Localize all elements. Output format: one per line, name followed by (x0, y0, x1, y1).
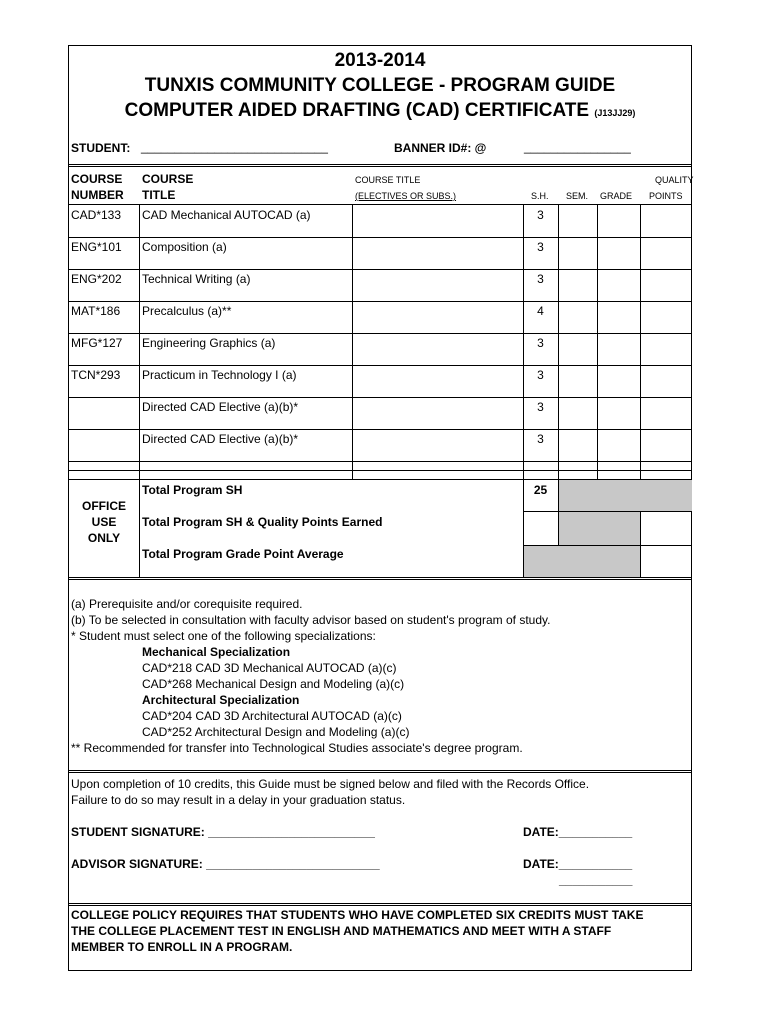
program-name: COMPUTER AIDED DRAFTING (CAD) CERTIFICATE (124, 100, 590, 121)
mech-course: CAD*218 CAD 3D Mechanical AUTOCAD (a)(c) (142, 661, 397, 675)
mech-course: CAD*268 Mechanical Design and Modeling (a)(c) (142, 677, 405, 691)
col-quality-2: POINTS (649, 191, 683, 201)
policy-text: COLLEGE POLICY REQUIRES THAT STUDENTS WHO HAVE COMPLETED SIX CREDITS MUST TAKE (71, 908, 644, 922)
col-sh: S.H. (531, 191, 549, 201)
col-course-number-2: NUMBER (71, 188, 124, 202)
banner-id-label: BANNER ID#: @ (394, 141, 487, 155)
banner-id-field[interactable]: ________________ (524, 140, 631, 154)
program-code: (J13JJ29) (594, 108, 636, 118)
total-sh-label: Total Program SH (142, 483, 243, 497)
col-course-title-1: COURSE (142, 172, 194, 186)
course-sh: 3 (537, 432, 544, 446)
student-name-field[interactable]: ____________________________ (141, 140, 328, 154)
completion-text: Failure to do so may result in a delay in your graduation status. (71, 793, 406, 807)
course-title: CAD Mechanical AUTOCAD (a) (142, 208, 311, 222)
course-sh: 3 (537, 208, 544, 222)
office-label: OFFICE (82, 499, 126, 513)
course-title: Practicum in Technology I (a) (142, 368, 297, 382)
course-number: ENG*101 (71, 240, 122, 254)
col-grade: GRADE (600, 191, 633, 201)
course-number: ENG*202 (71, 272, 122, 286)
total-qp-label: Total Program SH & Quality Points Earned (142, 515, 383, 529)
program-guide-form (68, 45, 692, 971)
note-b: (b) To be selected in consultation with faculty advisor based on student's program of study. (71, 613, 551, 627)
course-sh: 3 (537, 240, 544, 254)
col-alt-title-2: (ELECTIVES OR SUBS.) (355, 191, 457, 201)
policy-text: THE COLLEGE PLACEMENT TEST IN ENGLISH AND MATHEMATICS AND MEET WITH A STAFF (71, 924, 612, 938)
date-label: DATE: (523, 825, 559, 839)
note-double-star: ** Recommended for transfer into Technological Studies associate's degree program. (71, 741, 523, 755)
course-title: Directed CAD Elective (a)(b)* (142, 432, 299, 446)
advisor-date-field[interactable] (523, 857, 632, 871)
extra-date-blank[interactable]: ___________ (559, 873, 633, 887)
arch-heading: Architectural Specialization (142, 693, 300, 707)
course-number: CAD*133 (71, 208, 122, 222)
office-label: USE (91, 515, 117, 529)
student-label: STUDENT: (71, 141, 131, 155)
course-sh: 4 (537, 304, 544, 318)
col-quality-1: QUALITY (655, 175, 694, 185)
course-title: Precalculus (a)** (142, 304, 232, 318)
note-a: (a) Prerequisite and/or corequisite required. (71, 597, 303, 611)
course-title: Engineering Graphics (a) (142, 336, 276, 350)
course-title: Directed CAD Elective (a)(b)* (142, 400, 299, 414)
date-blank: ___________ (558, 857, 633, 871)
shaded-cell (559, 512, 640, 545)
shaded-cell (559, 480, 692, 511)
student-date-field[interactable] (523, 825, 632, 839)
college-title: TUNXIS COMMUNITY COLLEGE - PROGRAM GUIDE (144, 75, 616, 96)
course-sh: 3 (537, 336, 544, 350)
course-sh: 3 (537, 400, 544, 414)
col-course-number-1: COURSE (71, 172, 123, 186)
completion-text: Upon completion of 10 credits, this Guide must be signed below and filed with the Records Office. (71, 777, 590, 791)
mech-heading: Mechanical Specialization (142, 645, 291, 659)
note-star: * Student must select one of the following specializations: (71, 629, 376, 643)
date-label: DATE: (523, 857, 559, 871)
student-signature-field[interactable]: STUDENT SIGNATURE: _________________________ (71, 825, 375, 839)
divider (69, 164, 691, 167)
gpa-label: Total Program Grade Point Average (142, 547, 344, 561)
col-alt-title-1: COURSE TITLE (355, 175, 421, 185)
year-title: 2013-2014 (334, 50, 426, 71)
course-number: MAT*186 (71, 304, 121, 318)
course-title: Technical Writing (a) (142, 272, 251, 286)
course-number: TCN*293 (71, 368, 121, 382)
course-sh: 3 (537, 272, 544, 286)
col-course-title-2: TITLE (142, 188, 176, 202)
course-sh: 3 (537, 368, 544, 382)
program-title (69, 100, 691, 122)
office-label: ONLY (87, 531, 121, 545)
col-sem: SEM. (566, 191, 589, 201)
total-sh-value: 25 (533, 483, 548, 497)
policy-text: MEMBER TO ENROLL IN A PROGRAM. (71, 940, 293, 954)
arch-course: CAD*252 Architectural Design and Modeling (a)(c) (142, 725, 410, 739)
course-number: MFG*127 (71, 336, 123, 350)
date-blank: ___________ (558, 825, 633, 839)
arch-course: CAD*204 CAD 3D Architectural AUTOCAD (a)(c) (142, 709, 402, 723)
advisor-signature-field[interactable]: ADVISOR SIGNATURE: __________________________ (71, 857, 380, 871)
shaded-cell (524, 546, 640, 577)
course-title: Composition (a) (142, 240, 227, 254)
